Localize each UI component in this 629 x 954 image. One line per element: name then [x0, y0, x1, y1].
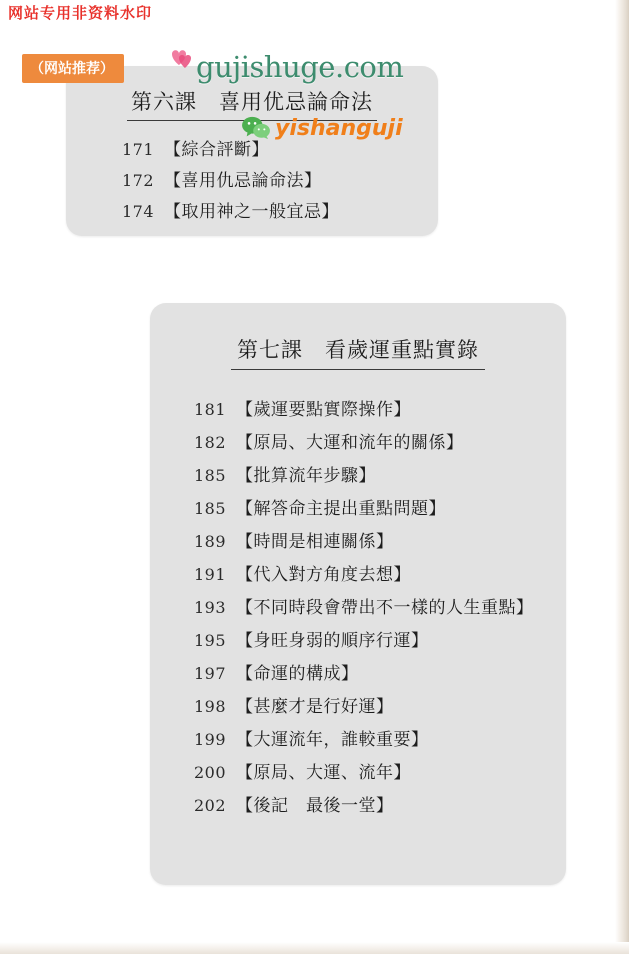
list-item[interactable] — [194, 526, 566, 559]
toc-entry-label: 【時間是相連關係】 — [236, 532, 394, 552]
toc-entry-label: 【批算流年步驟】 — [236, 466, 376, 486]
list-item[interactable] — [122, 166, 438, 197]
toc-page-number: 202 — [194, 796, 227, 815]
list-item[interactable] — [194, 559, 566, 592]
toc-page-number: 185 — [194, 499, 227, 518]
toc-card-lesson-seven — [150, 303, 566, 885]
lesson-seven-title: 第七課 看歲運重點實錄 — [231, 334, 485, 370]
wechat-icon — [241, 115, 271, 141]
list-item[interactable] — [122, 197, 438, 228]
toc-page-number: 171 — [122, 140, 155, 159]
toc-card-lesson-six — [66, 66, 438, 236]
toc-page-number: 195 — [194, 631, 227, 650]
list-item[interactable] — [194, 658, 566, 691]
list-item[interactable] — [194, 427, 566, 460]
lesson-six-toc-list — [66, 135, 438, 228]
list-item[interactable] — [194, 790, 566, 823]
list-item[interactable] — [194, 724, 566, 757]
toc-entry-label: 【歲運要點實際操作】 — [236, 400, 411, 420]
toc-page-number: 193 — [194, 598, 227, 617]
toc-page-number: 191 — [194, 565, 227, 584]
toc-entry-label: 【甚麼才是行好運】 — [236, 697, 394, 717]
toc-entry-label: 【後記 最後一堂】 — [236, 796, 394, 816]
list-item[interactable] — [194, 625, 566, 658]
toc-page-number: 172 — [122, 171, 155, 190]
lesson-seven-title-wrap — [150, 334, 566, 370]
list-item[interactable] — [194, 691, 566, 724]
watermark-wechat — [241, 115, 403, 141]
lesson-seven-toc-list — [150, 394, 566, 823]
page-edge-shadow-bottom — [0, 942, 629, 954]
toc-page-number: 182 — [194, 433, 227, 452]
watermark-site-name: gujishuge.com — [196, 50, 404, 84]
recommend-tag: （网站推荐） — [22, 54, 124, 83]
toc-entry-label: 【大運流年，誰較重要】 — [236, 730, 429, 750]
toc-page-number: 199 — [194, 730, 227, 749]
toc-page-number: 198 — [194, 697, 227, 716]
toc-page-number: 189 — [194, 532, 227, 551]
list-item[interactable] — [194, 460, 566, 493]
list-item[interactable] — [194, 394, 566, 427]
page-edge-shadow-right — [615, 0, 629, 954]
toc-entry-label: 【不同時段會帶出不一樣的人生重點】 — [236, 598, 534, 618]
toc-entry-label: 【喜用仇忌論命法】 — [164, 171, 322, 191]
hearts-icon — [163, 44, 197, 78]
wechat-id-text: yishanguji — [275, 115, 403, 141]
toc-page-number: 174 — [122, 202, 155, 221]
toc-page-number: 181 — [194, 400, 227, 419]
toc-page-number: 185 — [194, 466, 227, 485]
list-item[interactable] — [194, 757, 566, 790]
toc-entry-label: 【命運的構成】 — [236, 664, 359, 684]
toc-page-number: 197 — [194, 664, 227, 683]
toc-entry-label: 【綜合評斷】 — [164, 140, 269, 160]
toc-entry-label: 【原局、大運、流年】 — [236, 763, 411, 783]
watermark-top-left: 网站专用非资料水印 — [8, 4, 153, 22]
toc-entry-label: 【原局、大運和流年的關係】 — [236, 433, 464, 453]
toc-entry-label: 【取用神之一般宜忌】 — [164, 202, 339, 222]
lesson-six-title: 第六課 喜用优忌論命法 — [127, 86, 377, 121]
list-item[interactable] — [194, 493, 566, 526]
list-item[interactable] — [194, 592, 566, 625]
toc-entry-label: 【解答命主提出重點問題】 — [236, 499, 446, 519]
toc-entry-label: 【身旺身弱的順序行運】 — [236, 631, 429, 651]
toc-entry-label: 【代入對方角度去想】 — [236, 565, 411, 585]
toc-page-number: 200 — [194, 763, 227, 782]
